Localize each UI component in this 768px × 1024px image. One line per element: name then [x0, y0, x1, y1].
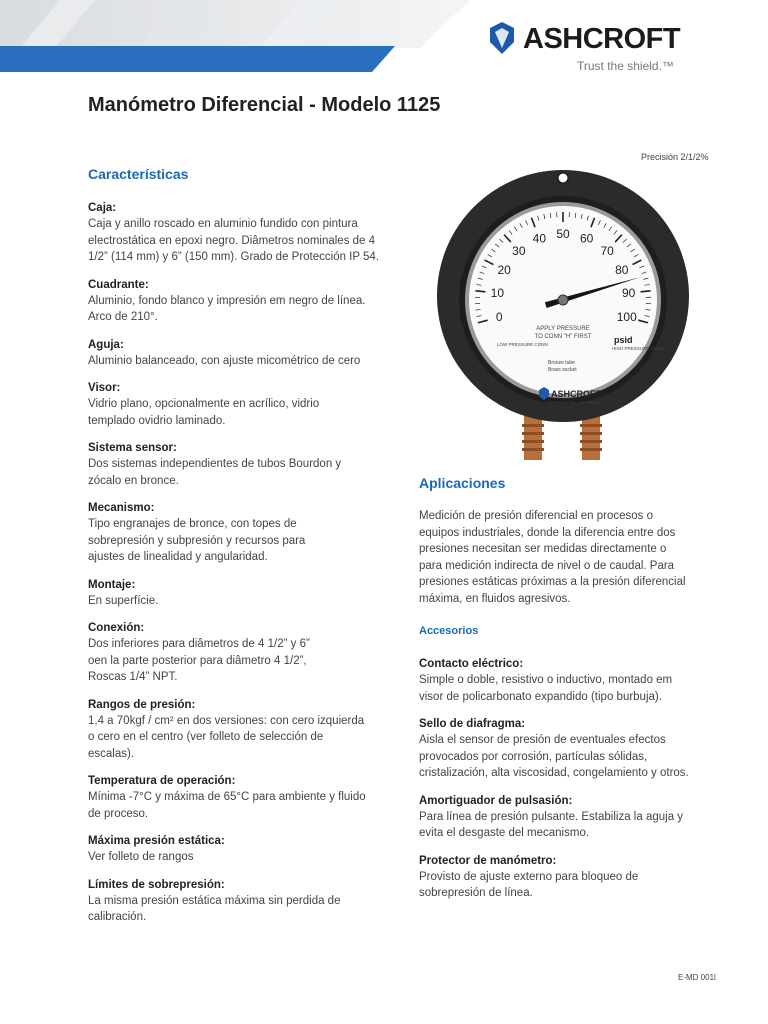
gauge-high-label: HIGH PRESSURE CONN — [612, 346, 664, 351]
aplicaciones-text: Medición de presión diferencial en procesos o equipos industriales, donde la diferencia entre dos presiones necesitan ser medidas directamente o para medición indirecta de nivel o de caudal. Para presiones estáticas próximas a la presión diferencial máxima, en fluidos agresivos. — [419, 510, 686, 605]
dial-brand: ASHCROFT — [551, 389, 601, 399]
feature-text: Dos inferiores para diâmetros de 4 1/2” y 6” oen la parte posterior para diâmetro 4 1/2”, Roscas 1/4” NPT. — [88, 638, 310, 683]
feature-text: En superfície. — [88, 594, 159, 607]
scale-label: 50 — [556, 227, 570, 241]
feature-item — [88, 877, 408, 926]
feature-item — [88, 277, 408, 326]
document-code: E-MD 001l — [678, 973, 716, 982]
gauge-product-image — [436, 168, 696, 468]
dial-subtitle: DIFFERENTIAL PRESSURE — [548, 400, 600, 405]
header-band — [0, 0, 768, 72]
feature-item — [88, 337, 408, 370]
scale-label: 80 — [615, 263, 629, 278]
feature-label: Caja: — [88, 202, 117, 214]
gauge-instruction-2: TO CONN "H" FIRST — [534, 334, 592, 340]
brass-connector-right — [580, 416, 602, 460]
brand-name: ASHCROFT — [523, 23, 681, 55]
accessory-item — [419, 793, 719, 842]
feature-text: Mínima -7°C y máxima de 65°C para ambiente y fluido de proceso. — [88, 791, 366, 820]
gauge-material-2: Brass socket — [548, 367, 577, 373]
major-tick — [641, 291, 651, 292]
gauge-unit: psid — [614, 335, 633, 345]
feature-text: Vidrio plano, opcionalmente en acrílico, vidrio templado ovidrio laminado. — [88, 398, 320, 427]
accessory-label: Protector de manómetro: — [419, 854, 557, 867]
gauge-instruction-1: APPLY PRESSURE — [536, 326, 590, 332]
gauge-material-1: Bronze tube — [548, 360, 575, 366]
feature-item — [88, 773, 408, 822]
feature-item — [88, 620, 408, 686]
feature-label: Máxima presión estática: — [88, 835, 225, 847]
feature-item — [88, 500, 408, 566]
feature-text: Caja y anillo roscado en aluminio fundido con pintura electrostática en epoxi negro. Diâmetros nominales de 4 1/2” (114 mm) y 6” (150 mm). Grado de Protección IP 54. — [88, 218, 380, 263]
precision-note: Precisión 2/1/2% — [641, 152, 709, 162]
feature-label: Visor: — [88, 382, 121, 394]
accesorios-heading: Accesorios — [419, 625, 479, 637]
accessory-text: Para línea de presión pulsante. Estabiliza la aguja y evita el desgaste del mecanismo. — [419, 810, 684, 839]
accessory-item — [419, 716, 719, 782]
accessory-text: Aisla el sensor de presión de eventuales efectos provocados por corrosión, partículas sólidas, cristalización, alta viscosidad, congelamiento y otros. — [419, 734, 689, 779]
feature-item — [88, 577, 408, 610]
accessory-label: Sello de diafragma: — [419, 718, 526, 730]
feature-label: Montaje: — [88, 578, 136, 591]
feature-label: Mecanismo: — [88, 502, 155, 514]
feature-text: Aluminio, fondo blanco y impresión em negro de línea. Arco de 210°. — [88, 294, 366, 323]
feature-label: Temperatura de operación: — [88, 775, 236, 787]
feature-label: Límites de sobrepresión: — [88, 878, 225, 891]
feature-item — [88, 200, 408, 266]
brass-connector-left — [522, 416, 544, 460]
feature-item — [88, 440, 408, 489]
feature-label: Conexión: — [88, 622, 145, 634]
caracteristicas-list — [88, 200, 408, 937]
accessory-item — [419, 853, 719, 902]
aplicaciones-heading: Aplicaciones — [419, 475, 506, 491]
scale-label: 40 — [532, 231, 547, 246]
feature-text: La misma presión estática máxima sin perdida de calibración. — [88, 894, 341, 923]
scale-label: 30 — [512, 243, 526, 258]
gauge-svg — [436, 168, 696, 468]
feature-text: Dos sistemas independientes de tubos Bourdon y zócalo en bronce. — [88, 458, 342, 487]
feature-item — [88, 697, 408, 763]
mount-hole — [558, 173, 568, 183]
feature-label: Rangos de presión: — [88, 698, 196, 711]
brand-tagline: Trust the shield.™ — [577, 59, 674, 73]
scale-label: 100 — [616, 310, 637, 325]
accessory-label: Contacto eléctrico: — [419, 658, 524, 670]
accessory-item — [419, 656, 719, 705]
scale-label: 60 — [579, 231, 594, 246]
accessory-text: Provisto de ajuste externo para bloqueo de sobrepresión de línea. — [419, 870, 639, 899]
accessory-label: Amortiguador de pulsasión: — [419, 794, 573, 807]
accesorios-list — [419, 656, 719, 913]
feature-label: Sistema sensor: — [88, 442, 177, 454]
scale-label: 0 — [495, 310, 503, 325]
aplicaciones-body — [419, 508, 719, 607]
feature-text: Aluminio balanceado, con ajuste micométrico de cero — [88, 354, 361, 367]
scale-label: 10 — [490, 286, 505, 301]
major-tick — [475, 291, 485, 292]
feature-label: Aguja: — [88, 338, 124, 351]
feature-text: Ver folleto de rangos — [88, 851, 194, 863]
caracteristicas-heading: Características — [88, 166, 189, 182]
scale-label: 70 — [600, 243, 614, 258]
feature-label: Cuadrante: — [88, 278, 149, 291]
feature-text: 1,4 a 70kgf / cm² en dos versiones: con cero izquierda o cero en el centro (ver folleto de selección de escalas). — [88, 714, 365, 760]
gauge-low-label: LOW PRESSURE CONN — [497, 342, 548, 347]
scale-label: 20 — [497, 263, 511, 278]
feature-text: Tipo engranajes de bronce, con topes de sobrepresión y subpresión y recursos para ajustes de linealidad y angularidad. — [88, 518, 306, 563]
page-title: Manómetro Diferencial - Modelo 1125 — [88, 94, 441, 116]
needle-hub — [558, 295, 568, 305]
ashcroft-logo — [487, 22, 687, 74]
accessory-text: Simple o doble, resistivo o inductivo, montado em visor de policarbonato expandido (tipo burbuja). — [419, 674, 673, 703]
feature-item — [88, 833, 408, 866]
shield-icon — [487, 22, 517, 56]
scale-label: 90 — [621, 286, 636, 301]
feature-item — [88, 380, 408, 429]
